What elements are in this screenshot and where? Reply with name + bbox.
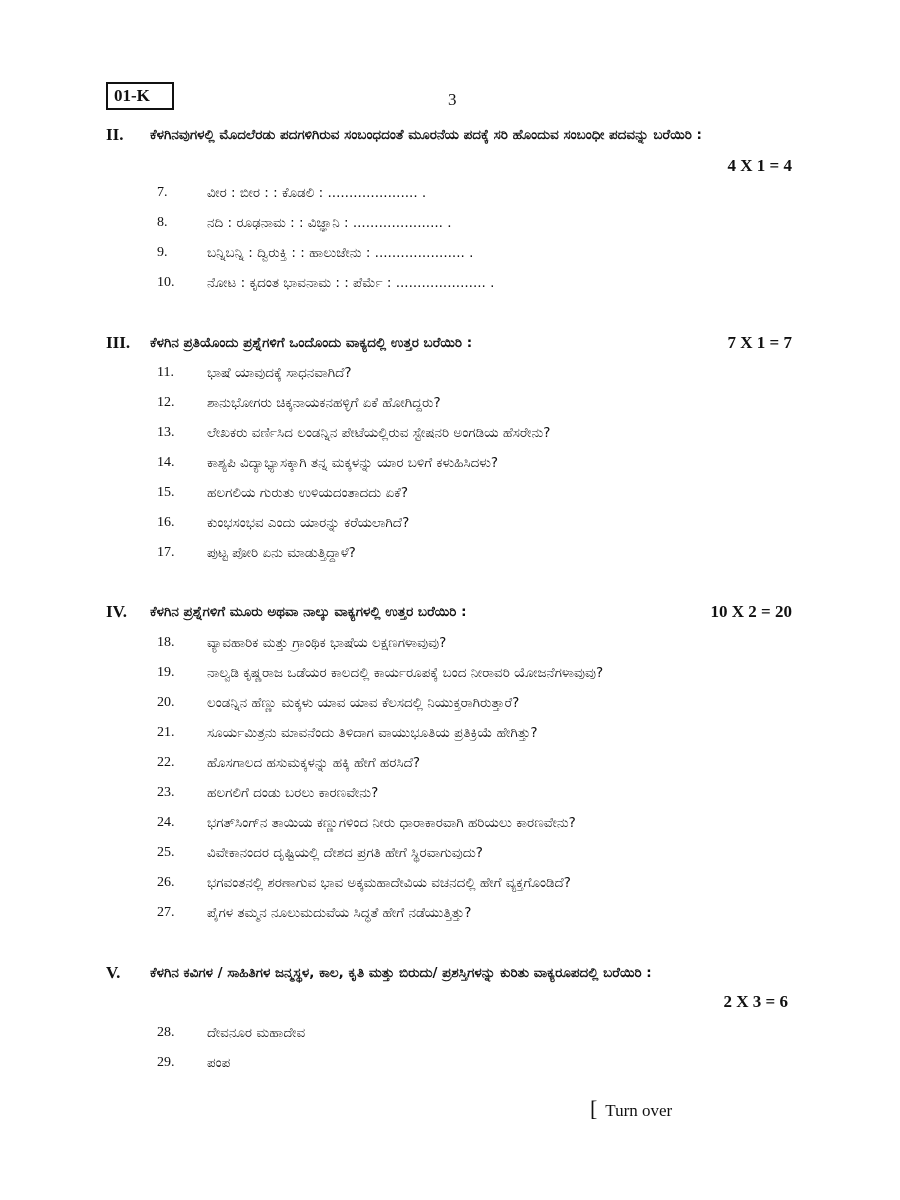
section-marks: 2 X 3 = 6 bbox=[723, 992, 788, 1011]
question-text: ವೀರ : ಬೀರ : : ಕೊಡಲಿ : ..................... . bbox=[207, 185, 427, 201]
question-number: 25. bbox=[157, 845, 175, 860]
question-text: ಹೊಸಗಾಲದ ಹಸುಮಕ್ಕಳನ್ನು ಹಕ್ಕಿ ಹೇಗೆ ಹರಸಿದೆ? bbox=[207, 755, 421, 771]
section-marks: 7 X 1 = 7 bbox=[727, 333, 792, 352]
question-text: ಪೈಗಳ ತಮ್ಮನ ನೂಲುಮದುವೆಯ ಸಿದ್ಧತೆ ಹೇಗೆ ನಡೆಯುತ್ತಿತ್ತು? bbox=[207, 905, 472, 921]
question-number: 7. bbox=[157, 185, 168, 200]
section-numeral: III. bbox=[106, 333, 131, 352]
question-text: ಲೇಖಕರು ವರ್ಣಿಸಿದ ಲಂಡನ್ನಿನ ಪೇಟೆಯಲ್ಲಿರುವ ಸ್ಟೇಷನರಿ ಅಂಗಡಿಯ ಹೆಸರೇನು? bbox=[207, 425, 551, 441]
page-number: 3 bbox=[448, 90, 457, 109]
question-number: 10. bbox=[157, 275, 175, 290]
question-text: ಹಲಗಲಿಯ ಗುರುತು ಉಳಿಯದಂತಾದದು ಏಕೆ? bbox=[207, 485, 408, 501]
paper-code-box: 01-K bbox=[106, 82, 174, 110]
section-instruction: ಕೆಳಗಿನ ಕವಿಗಳ / ಸಾಹಿತಿಗಳ ಜನ್ಮಸ್ಥಳ, ಕಾಲ, ಕೃತಿ ಮತ್ತು ಬಿರುದು/ ಪ್ರಶಸ್ತಿಗಳನ್ನು ಕುರಿತು ವಾಕ್ಯರೂಪದಲ್ಲಿ ಬರೆಯಿರಿ : bbox=[150, 965, 652, 981]
turn-over-text: Turn over bbox=[605, 1101, 673, 1120]
question-text: ಭಗತ್‌ಸಿಂಗ್‌ನ ತಾಯಿಯ ಕಣ್ಣುಗಳಿಂದ ನೀರು ಧಾರಾಕಾರವಾಗಿ ಹರಿಯಲು ಕಾರಣವೇನು? bbox=[207, 815, 576, 831]
question-text: ಕುಂಭಸಂಭವ ಎಂದು ಯಾರನ್ನು ಕರೆಯಲಾಗಿದೆ? bbox=[207, 515, 410, 531]
question-number: 15. bbox=[157, 485, 175, 500]
question-number: 26. bbox=[157, 875, 175, 890]
question-text: ನೋಟ : ಕೃದಂತ ಭಾವನಾಮ : : ಪೆರ್ಮೆ : ..................... . bbox=[207, 275, 495, 291]
question-number: 29. bbox=[157, 1055, 175, 1070]
question-text: ಪಂಪ bbox=[207, 1055, 231, 1071]
question-number: 16. bbox=[157, 515, 175, 530]
question-text: ವ್ಯಾವಹಾರಿಕ ಮತ್ತು ಗ್ರಾಂಥಿಕ ಭಾಷೆಯ ಲಕ್ಷಣಗಳಾವುವು? bbox=[207, 635, 447, 651]
turn-over-bracket: [ bbox=[590, 1096, 598, 1121]
question-text: ಬನ್ನಿಬನ್ನಿ : ದ್ವಿರುಕ್ತಿ : : ಹಾಲುಜೇನು : ..................... . bbox=[207, 245, 474, 261]
question-number: 20. bbox=[157, 695, 175, 710]
question-number: 17. bbox=[157, 545, 175, 560]
question-number: 23. bbox=[157, 785, 175, 800]
question-text: ನದಿ : ರೂಢನಾಮ : : ವಿಜ್ಞಾನಿ : ..................... . bbox=[207, 215, 452, 231]
question-number: 13. bbox=[157, 425, 175, 440]
question-text: ಭಗವಂತನಲ್ಲಿ ಶರಣಾಗುವ ಭಾವ ಅಕ್ಕಮಹಾದೇವಿಯ ವಚನದಲ್ಲಿ ಹೇಗೆ ವ್ಯಕ್ತಗೊಂಡಿದೆ? bbox=[207, 875, 571, 891]
question-number: 12. bbox=[157, 395, 175, 410]
question-number: 28. bbox=[157, 1025, 175, 1040]
question-number: 18. bbox=[157, 635, 175, 650]
question-text: ನಾಲ್ವಡಿ ಕೃಷ್ಣರಾಜ ಒಡೆಯರ ಕಾಲದಲ್ಲಿ ಕಾರ್ಯರೂಪಕ್ಕೆ ಬಂದ ನೀರಾವರಿ ಯೋಜನೆಗಳಾವುವು? bbox=[207, 665, 604, 681]
question-text: ಶಾನುಭೋಗರು ಚಿಕ್ಕನಾಯಕನಹಳ್ಳಿಗೆ ಏಕೆ ಹೋಗಿದ್ದರು? bbox=[207, 395, 441, 411]
question-text: ಕಾಶ್ಯಪಿ ವಿದ್ಯಾಭ್ಯಾಸಕ್ಕಾಗಿ ತನ್ನ ಮಕ್ಕಳನ್ನು ಯಾರ ಬಳಿಗೆ ಕಳುಹಿಸಿದಳು? bbox=[207, 455, 499, 471]
question-number: 21. bbox=[157, 725, 175, 740]
section-instruction: ಕೆಳಗಿನವುಗಳಲ್ಲಿ ಮೊದಲೆರಡು ಪದಗಳಿಗಿರುವ ಸಂಬಂಧದಂತೆ ಮೂರನೆಯ ಪದಕ್ಕೆ ಸರಿ ಹೊಂದುವ ಸಂಬಂಧೀ ಪದವನ್ನು ಬರೆಯಿರಿ : bbox=[150, 127, 702, 143]
question-text: ಸೂರ್ಯಮಿತ್ರನು ಮಾವನೆಂದು ತಿಳಿದಾಗ ವಾಯುಭೂತಿಯ ಪ್ರತಿಕ್ರಿಯೆ ಹೇಗಿತ್ತು? bbox=[207, 725, 538, 741]
section-numeral: II. bbox=[106, 125, 124, 144]
question-text: ವಿವೇಕಾನಂದರ ದೃಷ್ಟಿಯಲ್ಲಿ ದೇಶದ ಪ್ರಗತಿ ಹೇಗೆ ಸ್ಥಿರವಾಗುವುದು? bbox=[207, 845, 483, 861]
section-numeral: V. bbox=[106, 963, 121, 982]
section-numeral: IV. bbox=[106, 602, 127, 621]
question-number: 27. bbox=[157, 905, 175, 920]
question-number: 11. bbox=[157, 365, 174, 380]
question-number: 9. bbox=[157, 245, 168, 260]
question-text: ಹಲಗಲಿಗೆ ದಂಡು ಬರಲು ಕಾರಣವೇನು? bbox=[207, 785, 379, 801]
question-text: ಲಂಡನ್ನಿನ ಹೆಣ್ಣು ಮಕ್ಕಳು ಯಾವ ಯಾವ ಕೆಲಸದಲ್ಲಿ ನಿಯುಕ್ತರಾಗಿರುತ್ತಾರೆ? bbox=[207, 695, 520, 711]
question-number: 14. bbox=[157, 455, 175, 470]
question-text: ದೇವನೂರ ಮಹಾದೇವ bbox=[207, 1025, 306, 1041]
question-number: 8. bbox=[157, 215, 168, 230]
question-text: ಭಾಷೆ ಯಾವುದಕ್ಕೆ ಸಾಧನವಾಗಿದೆ? bbox=[207, 365, 352, 381]
section-marks: 4 X 1 = 4 bbox=[727, 156, 792, 175]
section-instruction: ಕೆಳಗಿನ ಪ್ರತಿಯೊಂದು ಪ್ರಶ್ನೆಗಳಿಗೆ ಒಂದೊಂದು ವಾಕ್ಯದಲ್ಲಿ ಉತ್ತರ ಬರೆಯಿರಿ : bbox=[150, 335, 473, 351]
section-instruction: ಕೆಳಗಿನ ಪ್ರಶ್ನೆಗಳಿಗೆ ಮೂರು ಅಥವಾ ನಾಲ್ಕು ವಾಕ್ಯಗಳಲ್ಲಿ ಉತ್ತರ ಬರೆಯಿರಿ : bbox=[150, 604, 467, 620]
question-text: ಪುಟ್ಟ ಪೋರಿ ಏನು ಮಾಡುತ್ತಿದ್ದಾಳೆ? bbox=[207, 545, 356, 561]
question-number: 22. bbox=[157, 755, 175, 770]
turn-over-note bbox=[590, 1096, 672, 1122]
question-number: 19. bbox=[157, 665, 175, 680]
question-number: 24. bbox=[157, 815, 175, 830]
section-marks: 10 X 2 = 20 bbox=[710, 602, 792, 621]
